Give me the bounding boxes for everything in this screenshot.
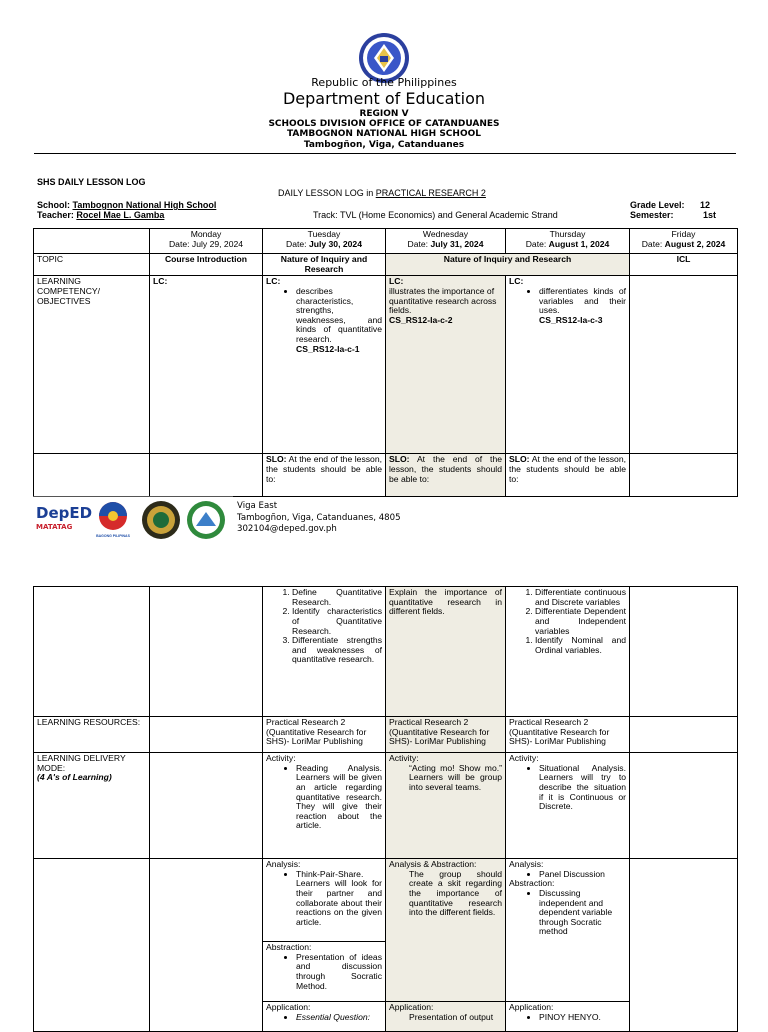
activity-row [34, 753, 738, 859]
resources-row [34, 717, 738, 753]
lc-wednesday: LC: illustrates the importance of quantitative research across fields. CS_RS12-Ia-c-2 [386, 276, 506, 454]
lc-thursday-code: CS_RS12-Ia-c-3 [539, 314, 603, 325]
log-title-prefix: DAILY LESSON LOG in [278, 188, 376, 198]
teacher-label: Teacher: [37, 210, 77, 220]
division-seal-logo [141, 500, 181, 540]
activity-thursday: Activity: • Situational Analysis. Learners will try to describe the situation if it is Continuous or Discrete. [506, 753, 630, 859]
analysis-abstraction-thursday: Analysis: • Panel Discussion Abstraction: • Discussing independent and dependent variable through Socratic method [506, 859, 630, 1002]
lc-row [34, 276, 738, 454]
bagong-pilipinas-text: BAGONG PILIPINAS [96, 534, 130, 538]
activity-thursday-item: • Situational Analysis. Learners will try to describe the situation if it is Continuous or Discrete. [539, 764, 626, 812]
analysis-tuesday: Analysis: • Think-Pair-Share. Learners will look for their partner and collaborate about their reactions on the given article. [263, 859, 386, 942]
analysis-row [34, 859, 738, 942]
footer-email: 302104@deped.gov.ph [237, 524, 337, 535]
slo-thursday: SLO: At the end of the lesson, the students should be able to: [506, 454, 630, 497]
lc-friday [630, 276, 738, 454]
deped-logo-text: DepED [36, 504, 93, 522]
slo-items-tuesday [263, 587, 386, 717]
lc-thursday: LC: • differentiates kinds of variables and their uses. CS_RS12-Ia-c-3 [506, 276, 630, 454]
log-subject: PRACTICAL RESEARCH 2 [375, 188, 486, 198]
application-tuesday-item: • Essential Question: [296, 1013, 382, 1023]
grade-label: Grade Level: [630, 200, 685, 210]
abstraction-tuesday-item: • Presentation of ideas and discussion through Socratic Method. [296, 953, 382, 992]
slo-items-row [34, 587, 738, 717]
activity-tuesday-item: • Reading Analysis. Learners will be given an article regarding quantitative research. They will give their reaction about the article. [296, 764, 382, 831]
day-monday: Monday [190, 229, 222, 239]
lc-tuesday: LC: • describes characteristics, strengths, weaknesses, and kinds of quantitative research. CS_RS12-Ia-c-1 [263, 276, 386, 454]
grade-value: 12 [700, 200, 711, 210]
day-wednesday: Wednesday [422, 229, 469, 239]
lesson-log-table-2 [33, 586, 738, 1032]
log-type: SHS DAILY LESSON LOG [37, 177, 146, 187]
activity-wednesday: Activity: “Acting mo! Show mo.” Learners will be group into several teams. [386, 753, 506, 859]
date-tuesday: Date: July 30, 2024 [286, 238, 362, 249]
slo-tuesday-1: 1. Define Quantitative Research. [292, 588, 382, 607]
resources-tuesday: Practical Research 2 (Quantitative Research for SHS)- LoriMar Publishing [263, 717, 386, 753]
analysis-abstraction-wednesday: Analysis & Abstraction: The group should create a skit regarding the importance of quantitative research into the different fields. [386, 859, 506, 1002]
application-wednesday-text: Presentation of output [409, 1011, 494, 1022]
log-title [278, 189, 486, 199]
slo-items-thursday [506, 587, 630, 717]
delivery-mode-sub: (4 A's of Learning) [37, 772, 112, 783]
school-name: TAMBOGNON NATIONAL HIGH SCHOOL [286, 129, 481, 139]
semester-label: Semester: [630, 210, 674, 220]
lc-wednesday-text: illustrates the importance of quantitative research across fields. [389, 285, 497, 316]
application-wednesday: Application: Presentation of output [386, 1002, 506, 1032]
topic-wed-thu: Nature of Inquiry and Research [386, 254, 630, 276]
topic-monday: Course Introduction [150, 254, 263, 276]
date-friday: Date: August 2, 2024 [641, 238, 726, 249]
school-value: Tambognon National High School [72, 200, 217, 210]
department-name: Department of Education [282, 89, 486, 108]
abstraction-thursday-item: • Discussing independent and dependent variable through Socratic method [539, 889, 626, 937]
lc-tuesday-item: • describes characteristics, strengths, weaknesses, and kinds of quantitative research. [296, 287, 382, 345]
lc-thursday-item: • differentiates kinds of variables and their uses. [539, 287, 626, 316]
day-friday: Friday [671, 229, 696, 239]
school-seal-logo [186, 500, 226, 540]
region: REGION V [359, 109, 409, 119]
slo-thursday-2: 2. Differentiate Dependent and Independent variables [535, 607, 626, 636]
resources-wednesday: Practical Research 2 (Quantitative Research for SHS)- LoriMar Publishing [386, 717, 506, 753]
slo-wednesday: SLO: At the end of the lesson, the students should be able to: [386, 454, 506, 497]
footer-rule [33, 496, 233, 497]
track: Track: TVL (Home Economics) and General Academic Strand [313, 210, 558, 220]
semester-value: 1st [703, 210, 717, 220]
day-thursday: Thursday [549, 229, 586, 239]
analysis-abstraction-wednesday-text: The group should create a skit regarding the importance of quantitative research into the different fields. [409, 868, 502, 918]
slo-tuesday: SLO: At the end of the lesson, the students should be able to: [263, 454, 386, 497]
analysis-tuesday-item: • Think-Pair-Share. Learners will look for their partner and collaborate about their reactions on the given article. [296, 870, 382, 928]
topic-friday: ICL [630, 254, 738, 276]
slo-row [34, 454, 738, 497]
abstraction-tuesday: Abstraction: • Presentation of ideas and discussion through Socratic Method. [263, 942, 386, 1002]
lc-monday: LC: [150, 276, 263, 454]
application-thursday: Application: • PINOY HENYO. [506, 1002, 630, 1032]
resources-label: LEARNING RESOURCES: [34, 717, 150, 753]
analysis-thursday-item: • Panel Discussion [539, 870, 626, 880]
slo-thursday-1: 1. Differentiate continuous and Discrete variables [535, 588, 626, 607]
footer-address-2: Tambogñon, Viga, Catanduanes, 4805 [237, 512, 401, 523]
date-wednesday: Date: July 31, 2024 [407, 238, 484, 249]
date-thursday: Date: August 1, 2024 [525, 238, 610, 249]
deped-matatag-logo [36, 500, 93, 540]
resources-thursday: Practical Research 2 (Quantitative Research for SHS)- LoriMar Publishing [506, 717, 630, 753]
application-tuesday: Application: • Essential Question: [263, 1002, 386, 1032]
slo-items-wednesday: Explain the importance of quantitative research in different fields. [386, 587, 506, 717]
slo-thursday-3: 1. Identify Nominal and Ordinal variables. [535, 636, 626, 655]
republic-line: Republic of the Philippines [311, 76, 457, 89]
lc-tuesday-code: CS_RS12-Ia-c-1 [296, 343, 360, 354]
lesson-log-table-1 [33, 228, 738, 497]
day-tuesday: Tuesday [307, 229, 341, 239]
division-office: SCHOOLS DIVISION OFFICE OF CATANDUANES [268, 119, 500, 129]
school-address: Tambogñon, Viga, Catanduanes [303, 140, 465, 150]
slo-tuesday-3: 3. Differentiate strengths and weaknesses of quantitative research. [292, 636, 382, 665]
date-monday: Date: July 29, 2024 [168, 238, 244, 249]
delivery-mode-label: LEARNING DELIVERY MODE: (4 A's of Learning) [34, 753, 150, 859]
topic-tuesday: Nature of Inquiry and Research [263, 254, 386, 276]
application-thursday-item: • PINOY HENYO. [539, 1013, 626, 1023]
topic-label: TOPIC [34, 254, 150, 276]
matatag-logo-text: MATATAG [36, 523, 73, 531]
activity-tuesday: Activity: • Reading Analysis. Learners will be given an article regarding quantitative research. They will give their reaction about the article. [263, 753, 386, 859]
school-label: School: [37, 200, 73, 210]
footer-address-1: Viga East [237, 501, 278, 511]
lc-label: LEARNING COMPETENCY/ OBJECTIVES [34, 276, 150, 454]
days-header-row [34, 229, 738, 254]
footer-contact [237, 501, 401, 536]
header-divider [34, 153, 736, 154]
topic-row [34, 254, 738, 276]
activity-wednesday-text: “Acting mo! Show mo.” Learners will be group into several teams. [409, 762, 502, 792]
teacher-value: Rocel Mae L. Gamba [76, 210, 165, 220]
slo-tuesday-2: 2. Identify characteristics of Quantitative Research. [292, 607, 382, 636]
lc-wednesday-code: CS_RS12-Ia-c-2 [389, 314, 453, 325]
teacher-field [37, 211, 164, 221]
